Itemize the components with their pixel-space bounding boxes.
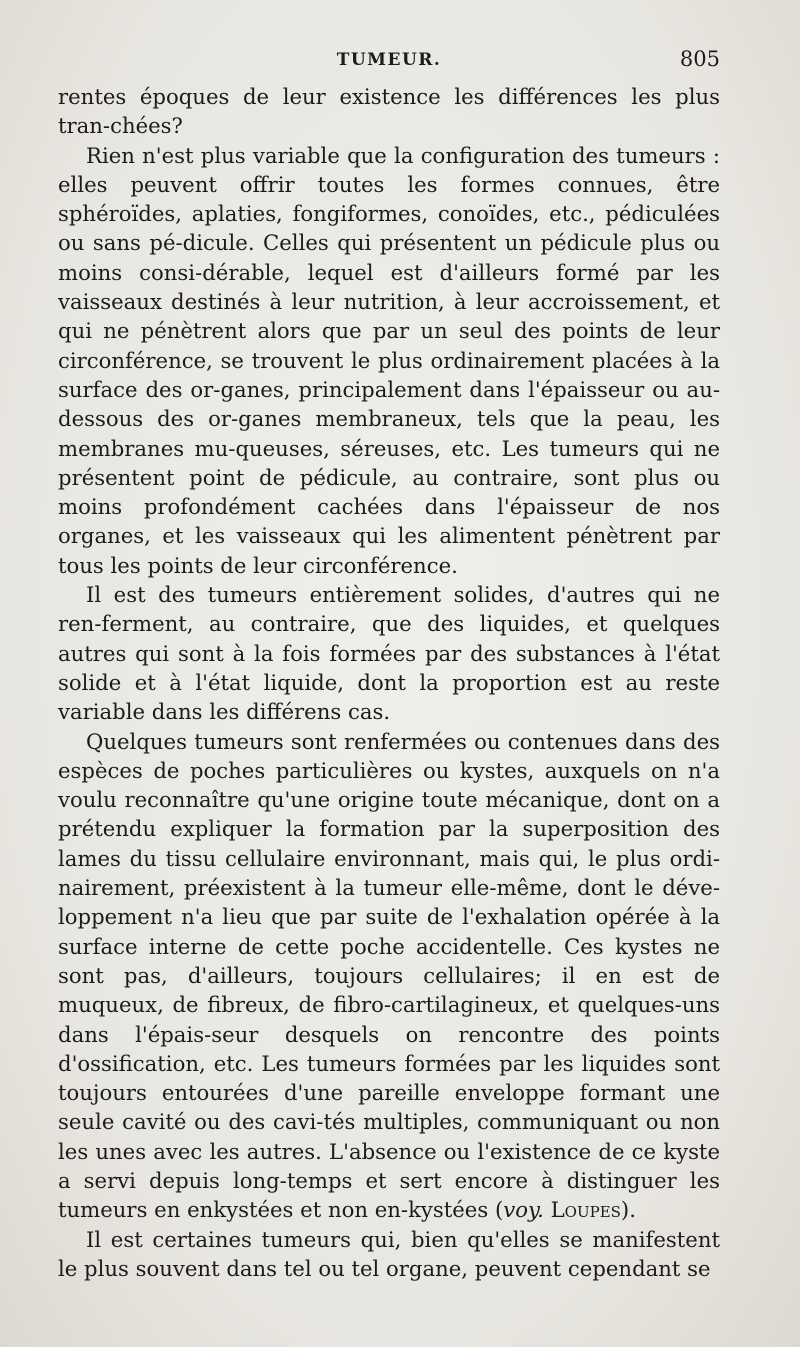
body-text bbox=[58, 82, 720, 1283]
paragraph-2 bbox=[58, 141, 720, 580]
paragraph-3-text: Il est des tumeurs entièrement solides, d'autres qui ne ren-ferment, au contraire, que des liquides, et quelques autres qui sont à la fois formées par des substances à l'état solide et à l'état liquide, dont la proportion est au reste variable dans les différens cas. bbox=[58, 582, 720, 725]
cross-reference-close: ). bbox=[620, 1197, 636, 1223]
cross-reference-abbr: voy. bbox=[503, 1197, 544, 1223]
page-number: 805 bbox=[679, 47, 720, 71]
page-header bbox=[58, 47, 720, 75]
paragraph-1 bbox=[58, 82, 720, 141]
paragraph-4-text: Quelques tumeurs sont renfermées ou contenues dans des espèces de poches particulières ou kystes, auxquels on n'a voulu reconnaître qu'une origine toute mécanique, dont on a prétendu expliquer la formation par la superposition des lames du tissu cellulaire environnant, mais qui, le plus ordi-nairement, préexistent à la tumeur elle-même, dont le déve-loppement n'a lieu que par suite de l'exhalation opérée à la surface interne de cette poche accidentelle. Ces kystes ne sont pas, d'ailleurs, toujours cellulaires; il en est de muqueux, de fibreux, de fibro-cartilagineux, et quelques-uns dans l'épais-seur desquels on rencontre des points d'ossification, etc. Les tumeurs formées par les liquides sont toujours entourées d'une pareille enveloppe formant une seule cavité ou des cavi-tés multiples, communiquant ou non les unes avec les autres. L'absence ou l'existence de ce kyste a servi depuis long-temps et sert encore à distinguer les tumeurs en enkystées et non en-kystées ( bbox=[58, 728, 720, 1223]
paragraph-2-text: Rien n'est plus variable que la configuration des tumeurs : elles peuvent offrir toutes les formes connues, être sphéroïdes, aplaties, fongiformes, conoïdes, etc., pédiculées ou sans pé-dicule. Celles qui présentent un pédicule plus ou moins consi-dérable, lequel est d'ailleurs formé par les vaisseaux destinés à leur nutrition, à leur accroissement, et qui ne pénètrent alors que par un seul des points de leur circonférence, se trouvent le plus ordinairement placées à la surface des or-ganes, principalement dans l'épaisseur ou au-dessous des or-ganes membraneux, tels que la peau, les membranes mu-queuses, séreuses, etc. Les tumeurs qui ne présentent point de pédicule, au contraire, sont plus ou moins profondément cachées dans l'épaisseur de nos organes, et les vaisseaux qui les alimentent pénètrent par tous les points de leur circonférence. bbox=[58, 142, 720, 578]
paragraph-3 bbox=[58, 580, 720, 726]
paragraph-5 bbox=[58, 1225, 720, 1284]
paragraph-5-text: Il est certaines tumeurs qui, bien qu'elles se manifestent le plus souvent dans tel ou tel organe, peuvent cependant se bbox=[58, 1226, 720, 1281]
paragraph-1-text: rentes époques de leur existence les différences les plus tran-chées? bbox=[58, 84, 720, 139]
paragraph-4 bbox=[58, 727, 720, 1225]
cross-reference-target: Loupes bbox=[550, 1197, 621, 1223]
running-head: TUMEUR. bbox=[336, 50, 442, 70]
